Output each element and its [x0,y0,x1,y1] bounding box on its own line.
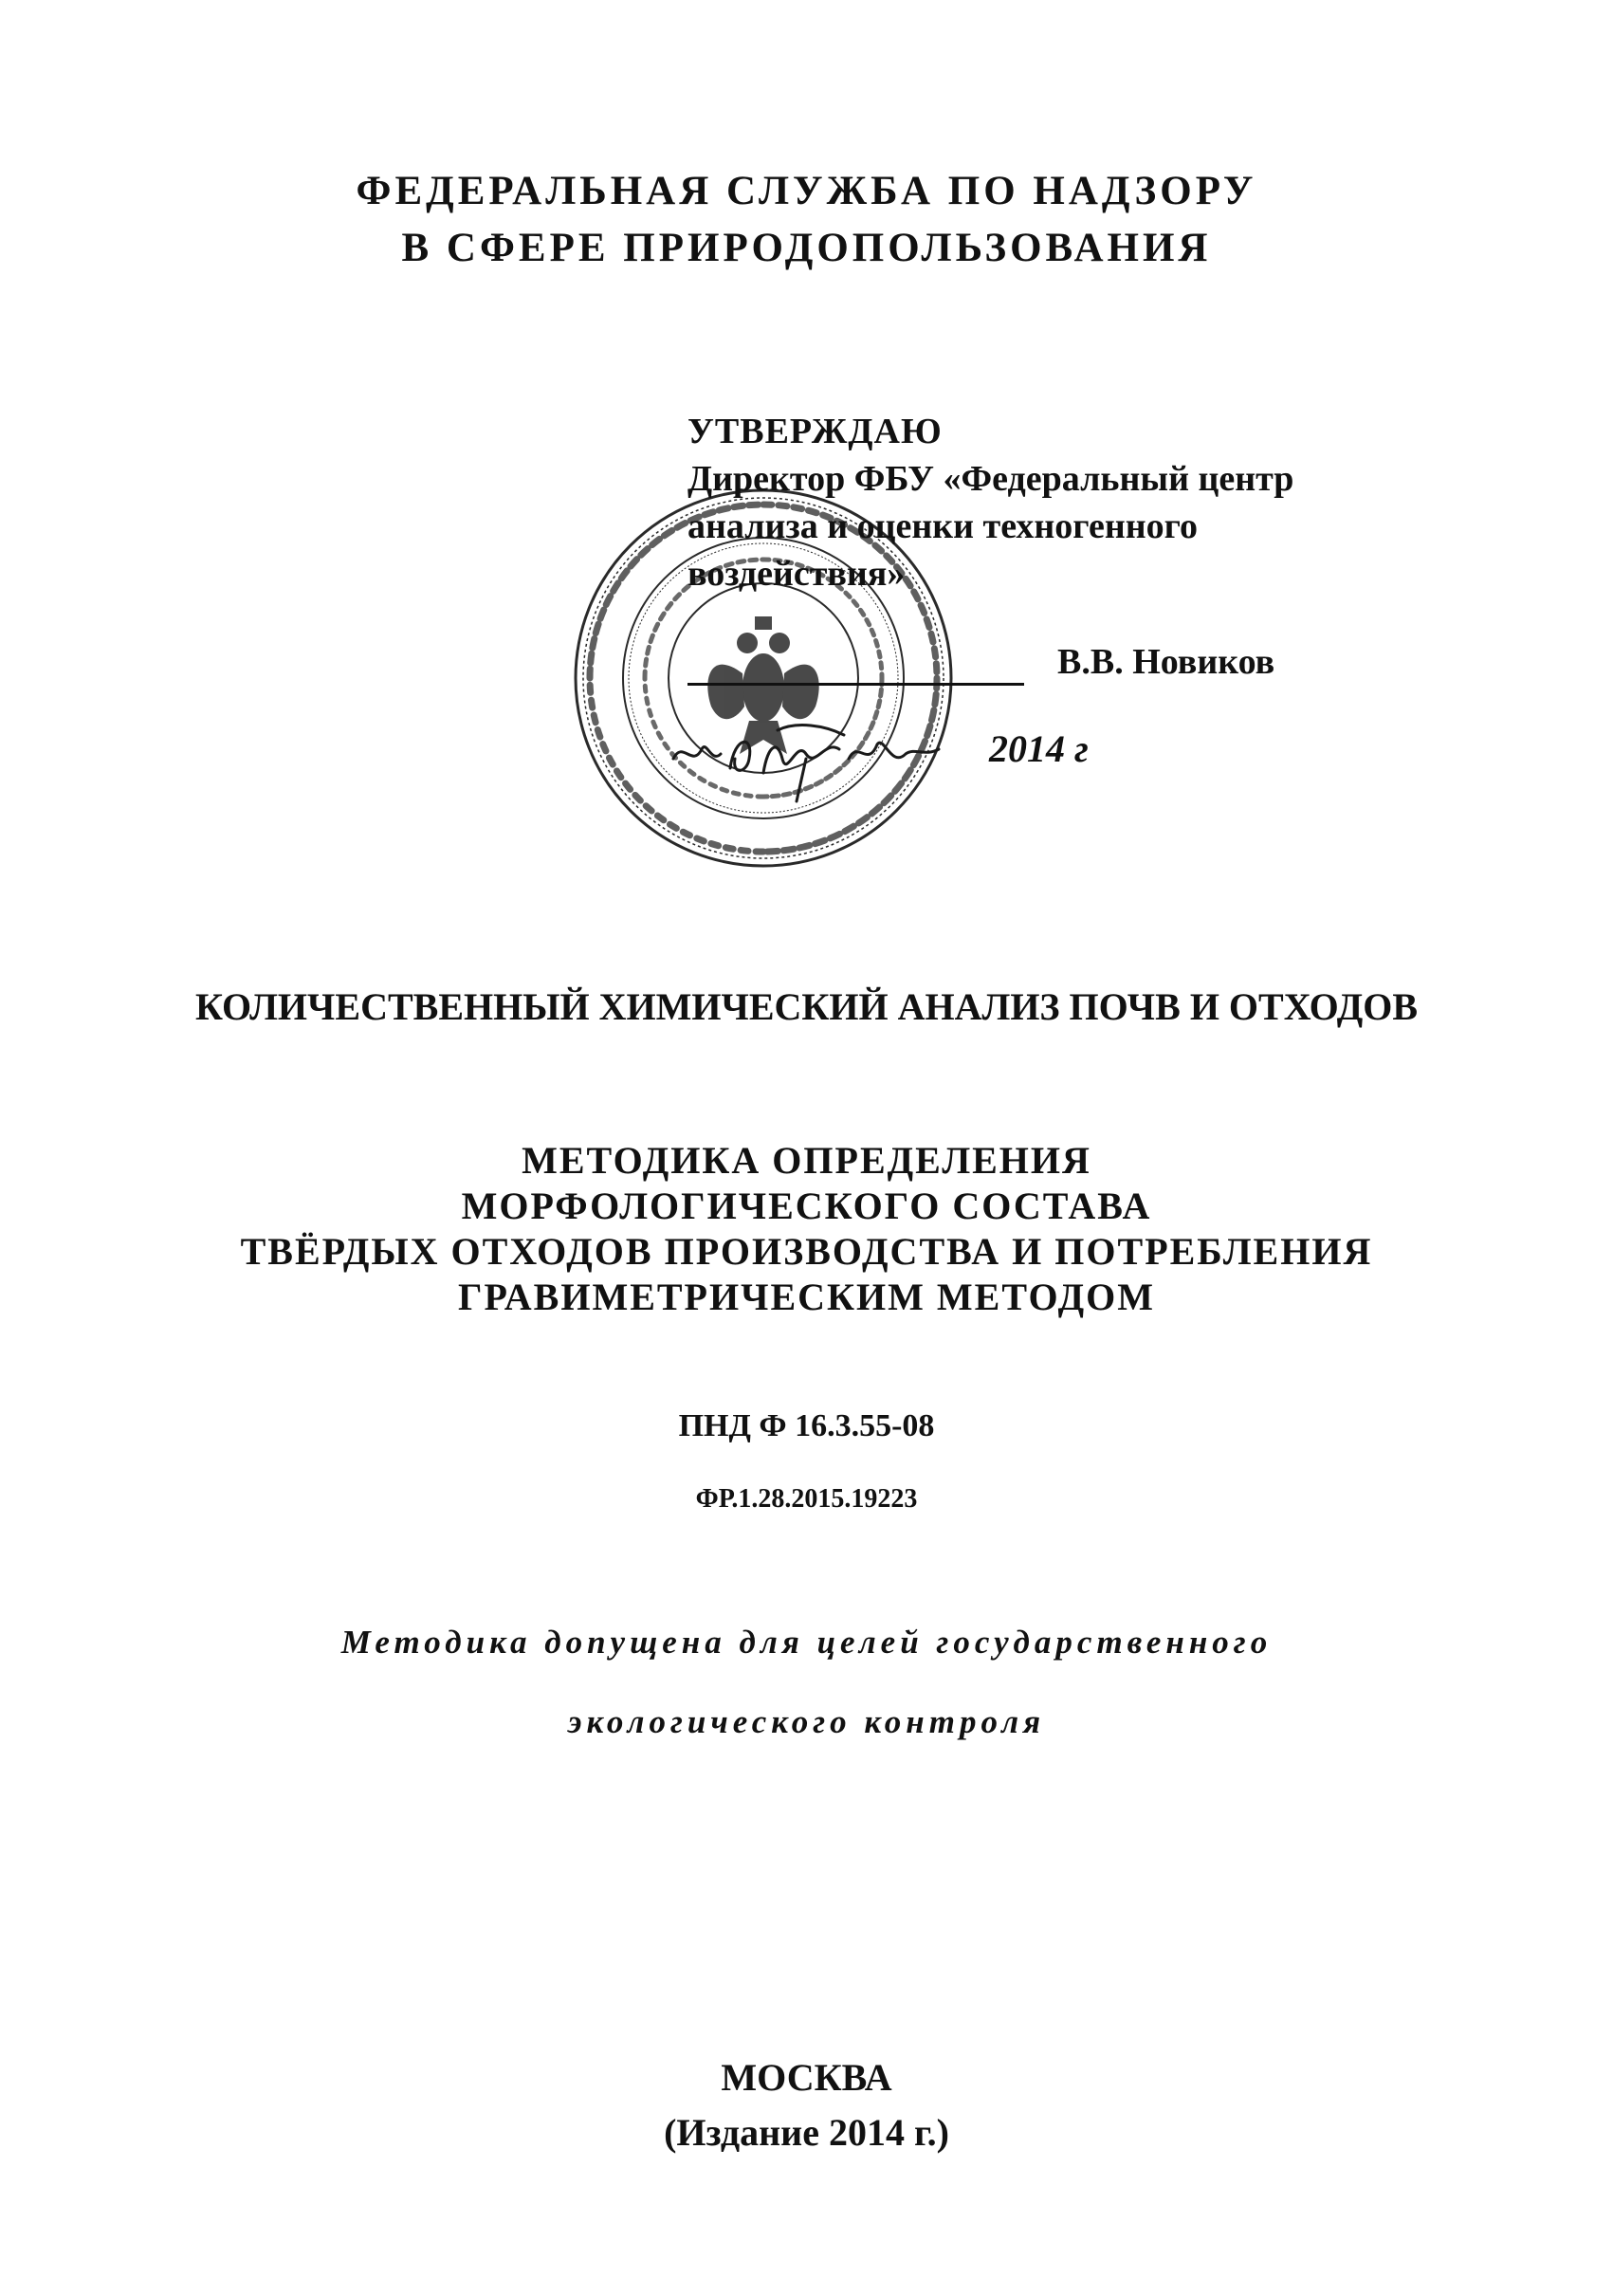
approval-title: УТВЕРЖДАЮ [687,412,943,451]
agency-line-2: В СФЕРЕ ПРИРОДОПОЛЬЗОВАНИЯ [401,226,1212,270]
signer-name: В.В. Новиков [1057,642,1275,682]
publication-edition: (Издание 2014 г.) [664,2111,949,2154]
method-title-line-4: ГРАВИМЕТРИЧЕСКИМ МЕТОДОМ [458,1276,1155,1318]
approval-position-line-3: воздействия» [687,554,906,594]
method-title-line-3: ТВЁРДЫХ ОТХОДОВ ПРОИЗВОДСТВА И ПОТРЕБЛЕНИЯ [240,1230,1373,1273]
note-line-2: экологического контроля [567,1703,1046,1740]
approval-date [687,721,1162,778]
approval-position-line-2: анализа и оценки техногенного [687,506,1198,546]
fr-code: ФР.1.28.2015.19223 [695,1484,918,1514]
method-title [0,1138,1613,1320]
document-subject: КОЛИЧЕСТВЕННЫЙ ХИМИЧЕСКИЙ АНАЛИЗ ПОЧВ И ОТХОДОВ [194,985,1419,1028]
signature-line [687,683,1024,686]
publication-city: МОСКВА [721,2056,892,2099]
signature-row [687,637,1304,690]
publication-footer [0,2050,1613,2160]
method-title-line-1: МЕТОДИКА ОПРЕДЕЛЕНИЯ [522,1139,1091,1182]
method-approval-note [0,1603,1613,1762]
approval-block [687,408,1293,597]
agency-header [0,163,1613,277]
agency-line-1: ФЕДЕРАЛЬНАЯ СЛУЖБА ПО НАДЗОРУ [356,169,1257,213]
approval-year: 2014 г [989,727,1089,770]
note-line-1: Методика допущена для целей государственного [340,1624,1273,1661]
method-title-line-2: МОРФОЛОГИЧЕСКОГО СОСТАВА [461,1185,1152,1227]
pnd-code: ПНД Ф 16.3.55-08 [678,1408,935,1443]
approval-position-line-1: Директор ФБУ «Федеральный центр [687,459,1294,499]
